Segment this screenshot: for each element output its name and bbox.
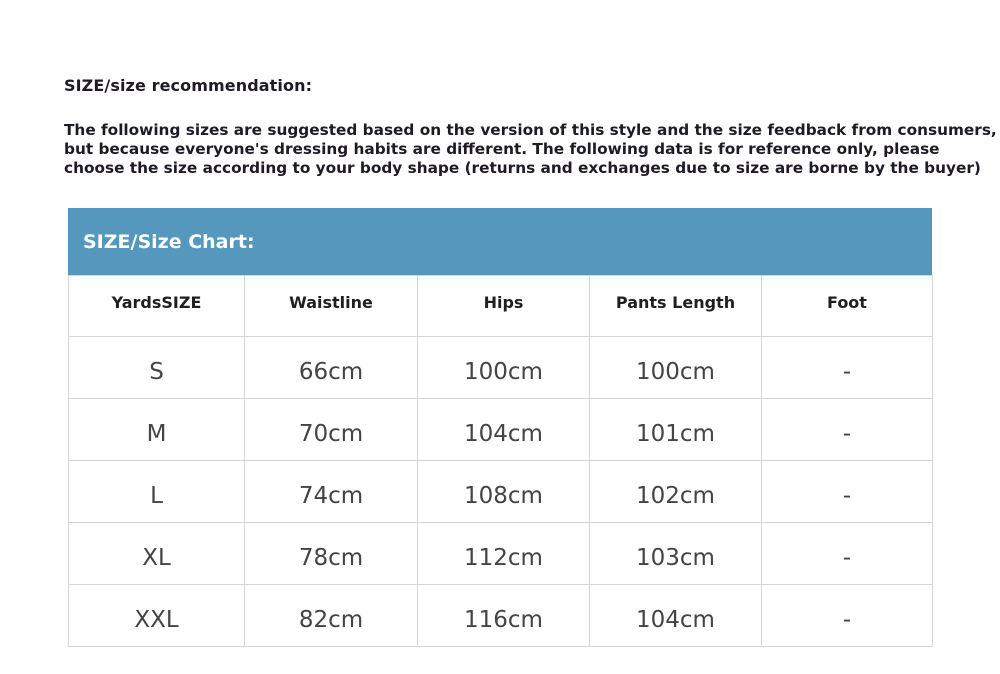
column-header-pants-length [590, 276, 762, 337]
table-row [69, 399, 933, 461]
cell-value: 100cm [636, 358, 715, 385]
notice-line: choose the size according to your body shape (returns and exchanges due to size are borne by the buyer) [64, 159, 981, 177]
cell-value: 74cm [298, 482, 364, 509]
cell-value: - [842, 482, 852, 509]
cell-value: XXL [134, 606, 179, 633]
notice-line: The following sizes are suggested based on the version of this style and the size feedback from consumers, [64, 121, 997, 139]
cell-value: 82cm [298, 606, 364, 633]
cell-value: 101cm [636, 420, 715, 447]
cell-value: 66cm [298, 358, 364, 385]
cell-pants-length [590, 337, 762, 399]
cell-value: M [146, 420, 167, 447]
cell-waistline [245, 461, 418, 523]
size-chart-header [68, 208, 932, 275]
cell-size [69, 523, 245, 585]
cell-size [69, 399, 245, 461]
size-chart-title: SIZE/Size Chart: [83, 230, 255, 253]
size-table [68, 275, 933, 647]
column-header-foot [762, 276, 933, 337]
cell-value: S [149, 358, 164, 385]
cell-size [69, 585, 245, 647]
column-header-waistline [245, 276, 418, 337]
cell-value: 70cm [298, 420, 364, 447]
cell-value: 102cm [636, 482, 715, 509]
page-heading: SIZE/size recommendation: [64, 76, 313, 95]
cell-foot [762, 399, 933, 461]
cell-foot [762, 523, 933, 585]
cell-pants-length [590, 523, 762, 585]
cell-hips [418, 585, 590, 647]
cell-waistline [245, 337, 418, 399]
cell-value: 78cm [298, 544, 364, 571]
column-header-label: Waistline [289, 292, 373, 312]
cell-size [69, 337, 245, 399]
cell-hips [418, 461, 590, 523]
cell-value: 116cm [464, 606, 543, 633]
cell-value: - [842, 606, 852, 633]
cell-waistline [245, 523, 418, 585]
column-header-label: Foot [827, 292, 867, 312]
cell-value: - [842, 544, 852, 571]
column-header-label: Hips [483, 292, 524, 312]
column-header-size [69, 276, 245, 337]
cell-waistline [245, 585, 418, 647]
cell-value: - [842, 358, 852, 385]
table-row [69, 523, 933, 585]
cell-waistline [245, 399, 418, 461]
size-notice [64, 121, 997, 178]
column-header-label: Pants Length [615, 292, 736, 312]
table-row [69, 461, 933, 523]
cell-value: L [150, 482, 163, 509]
cell-pants-length [590, 585, 762, 647]
cell-hips [418, 399, 590, 461]
cell-value: 100cm [464, 358, 543, 385]
cell-hips [418, 337, 590, 399]
cell-foot [762, 337, 933, 399]
table-header-row [69, 276, 933, 337]
column-header-hips [418, 276, 590, 337]
cell-value: 108cm [464, 482, 543, 509]
cell-hips [418, 523, 590, 585]
size-chart [68, 208, 932, 647]
cell-value: 112cm [464, 544, 543, 571]
cell-foot [762, 585, 933, 647]
notice-line: but because everyone's dressing habits are different. The following data is for reference only, please [64, 140, 940, 158]
cell-value: 103cm [636, 544, 715, 571]
cell-pants-length [590, 461, 762, 523]
cell-foot [762, 461, 933, 523]
cell-size [69, 461, 245, 523]
table-row [69, 337, 933, 399]
column-header-label: YardsSIZE [111, 292, 202, 312]
cell-value: - [842, 420, 852, 447]
cell-pants-length [590, 399, 762, 461]
cell-value: 104cm [464, 420, 543, 447]
table-row [69, 585, 933, 647]
cell-value: 104cm [636, 606, 715, 633]
cell-value: XL [142, 544, 171, 571]
